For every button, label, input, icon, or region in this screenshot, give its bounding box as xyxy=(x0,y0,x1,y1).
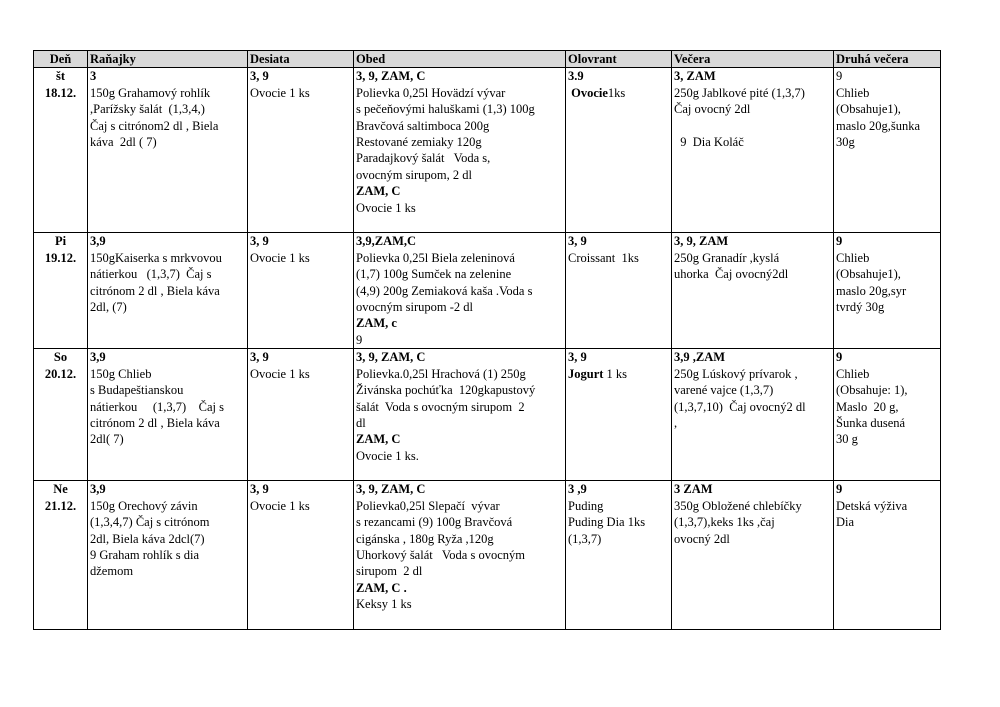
menu-line: 2dl( 7) xyxy=(90,432,124,447)
breakfast-cell xyxy=(88,481,248,630)
allergen-codes: 3, 9 xyxy=(250,482,269,497)
menu-line: ovocným sirupom, 2 dl xyxy=(356,167,472,182)
allergen-codes: 3, 9 xyxy=(250,69,269,84)
menu-line: dl xyxy=(356,416,366,431)
menu-line: Chlieb xyxy=(836,250,870,265)
header-dinner: Večera xyxy=(672,51,834,68)
menu-line: citrónom 2 dl , Biela káva xyxy=(90,283,220,298)
menu-line: (1,7) 100g Sumček na zelenine xyxy=(356,267,512,282)
menu-line: nátierkou (1,3,7) Čaj s xyxy=(90,399,225,414)
menu-line: džemom xyxy=(90,564,134,579)
allergen-codes: 3, 9, ZAM, C xyxy=(356,69,426,84)
allergen-codes: 3,9 xyxy=(90,350,106,365)
menu-line: 250g Granadír ,kyslá xyxy=(674,250,780,265)
menu-line: (Obsahuje1), xyxy=(836,267,901,282)
menu-line: Polievka.0,25l Hrachová (1) 250g xyxy=(356,366,526,381)
menu-line: Polievka0,25l Slepačí vývar xyxy=(356,498,500,513)
menu-line: káva 2dl ( 7) xyxy=(90,135,157,150)
menu-line: tvrdý 30g xyxy=(836,300,885,315)
menu-line: Maslo 20 g, xyxy=(836,399,899,414)
second-dinner-cell xyxy=(834,349,941,481)
snack-cell xyxy=(248,233,354,349)
menu-line: Živánska pochúťka 120gkapustový xyxy=(356,383,536,398)
menu-line: Chlieb xyxy=(836,85,870,100)
dinner-cell xyxy=(672,481,834,630)
menu-line: Ovocie 1 ks xyxy=(250,85,310,100)
header-day: Deň xyxy=(34,51,88,68)
menu-line: Restované zemiaky 120g xyxy=(356,135,482,150)
menu-line: 2dl, Biela káva 2dcl(7) xyxy=(90,531,205,546)
allergen-codes: 9 xyxy=(836,482,843,497)
menu-line: Čaj s citrónom2 dl , Biela xyxy=(90,118,219,133)
menu-line: 350g Obložené chlebíčky xyxy=(674,498,802,513)
header-second-dinner: Druhá večera xyxy=(834,51,941,68)
menu-line: nátierkou (1,3,7) Čaj s xyxy=(90,267,212,282)
menu-line: (1,3,7) xyxy=(568,531,602,546)
menu-line: Čaj ovocný 2dl xyxy=(674,102,751,117)
header-row xyxy=(34,51,941,68)
lunch-cell xyxy=(354,233,566,349)
dinner-cell xyxy=(672,233,834,349)
lunch-cell xyxy=(354,481,566,630)
menu-line: Detská výživa xyxy=(836,498,908,513)
menu-line: 30g xyxy=(836,135,855,150)
allergen-codes: 9 xyxy=(836,234,843,249)
day-cell xyxy=(34,68,88,233)
spacer xyxy=(674,118,831,134)
menu-item: Ovocie xyxy=(568,85,608,100)
allergen-codes: 9 xyxy=(836,69,843,84)
menu-line: Paradajkový šalát Voda s, xyxy=(356,151,491,166)
day-date: 18.12. xyxy=(44,85,77,100)
menu-line: (1,3,7,10) Čaj ovocný2 dl xyxy=(674,399,806,414)
menu-line: 9 Dia Koláč xyxy=(674,135,744,150)
allergen-codes: ZAM, C . xyxy=(356,580,407,595)
header-snack: Desiata xyxy=(248,51,354,68)
menu-line: ovocným sirupom -2 dl xyxy=(356,300,474,315)
allergen-codes: 3 ,9 xyxy=(568,482,587,497)
day-name: Ne xyxy=(53,482,68,497)
menu-line: sirupom 2 dl xyxy=(356,564,423,579)
menu-line: Polievka 0,25l Biela zeleninová xyxy=(356,250,515,265)
header-lunch: Obed xyxy=(354,51,566,68)
table-row xyxy=(34,68,941,233)
allergen-codes: 3,9 ,ZAM xyxy=(674,350,726,365)
menu-line: 9 xyxy=(356,332,363,347)
day-name: št xyxy=(55,69,66,84)
menu-line: 250g Lúskový prívarok , xyxy=(674,366,798,381)
allergen-codes: 3, ZAM xyxy=(674,69,716,84)
menu-line: citrónom 2 dl , Biela káva xyxy=(90,416,220,431)
menu-table xyxy=(33,50,941,630)
allergen-codes: 3,9 xyxy=(90,234,106,249)
snack-cell xyxy=(248,349,354,481)
menu-line: Puding xyxy=(568,498,604,513)
day-date: 19.12. xyxy=(44,250,77,265)
menu-qty: 1ks xyxy=(607,85,626,100)
menu-line: Dia xyxy=(836,515,855,530)
menu-line: Ovocie 1 ks xyxy=(250,366,310,381)
allergen-codes: 3, 9, ZAM, C xyxy=(356,482,426,497)
breakfast-cell xyxy=(88,233,248,349)
allergen-codes: 3, 9 xyxy=(568,350,587,365)
breakfast-cell xyxy=(88,349,248,481)
allergen-codes: ZAM, c xyxy=(356,316,397,331)
menu-line: Chlieb xyxy=(836,366,870,381)
menu-line: s rezancami (9) 100g Bravčová xyxy=(356,515,513,530)
allergen-codes: ZAM, C xyxy=(356,432,401,447)
header-olovrant: Olovrant xyxy=(566,51,672,68)
menu-line: Šunka dusená xyxy=(836,416,906,431)
menu-line: Ovocie 1 ks xyxy=(250,250,310,265)
olovrant-cell xyxy=(566,233,672,349)
menu-line: (Obsahuje1), xyxy=(836,102,901,117)
allergen-codes: 3,9,ZAM,C xyxy=(356,234,417,249)
table-row xyxy=(34,233,941,349)
header-breakfast: Raňajky xyxy=(88,51,248,68)
day-cell xyxy=(34,233,88,349)
allergen-codes: 3, 9 xyxy=(250,350,269,365)
menu-line: uhorka Čaj ovocný2dl xyxy=(674,267,789,282)
day-cell xyxy=(34,481,88,630)
menu-line: Ovocie 1 ks. xyxy=(356,448,419,463)
menu-line: Puding Dia 1ks xyxy=(568,515,646,530)
menu-line: 9 Graham rohlík s dia xyxy=(90,548,200,563)
allergen-codes: 9 xyxy=(836,350,843,365)
menu-line: 150g Orechový závin xyxy=(90,498,198,513)
menu-line: s Budapeštianskou xyxy=(90,383,184,398)
menu-line: ovocný 2dl xyxy=(674,531,730,546)
menu-line: Polievka 0,25l Hovädzí vývar xyxy=(356,85,506,100)
second-dinner-cell xyxy=(834,233,941,349)
allergen-codes: ZAM, C xyxy=(356,184,401,199)
menu-line: Keksy 1 ks xyxy=(356,597,412,612)
allergen-codes: 3, 9 xyxy=(568,234,587,249)
dinner-cell xyxy=(672,68,834,233)
day-name: Pi xyxy=(54,234,67,249)
menu-line: Ovocie 1 ks xyxy=(250,498,310,513)
table-row xyxy=(34,481,941,630)
menu-line: 150g Chlieb xyxy=(90,366,152,381)
menu-line: , xyxy=(674,416,678,431)
second-dinner-cell xyxy=(834,481,941,630)
menu-line: 150g Grahamový rohlík xyxy=(90,85,211,100)
second-dinner-cell xyxy=(834,68,941,233)
menu-line: 30 g xyxy=(836,432,858,447)
allergen-codes: 3,9 xyxy=(90,482,106,497)
menu-line: maslo 20g,šunka xyxy=(836,118,921,133)
breakfast-cell xyxy=(88,68,248,233)
dinner-cell xyxy=(672,349,834,481)
menu-qty: 1 ks xyxy=(603,366,628,381)
table-row xyxy=(34,349,941,481)
allergen-codes: 3, 9, ZAM xyxy=(674,234,729,249)
allergen-codes: 3.9 xyxy=(568,69,584,84)
allergen-codes: 3 xyxy=(90,69,97,84)
menu-line: (Obsahuje: 1), xyxy=(836,383,908,398)
menu-item: Jogurt xyxy=(568,366,604,381)
menu-line: Uhorkový šalát Voda s ovocným xyxy=(356,548,525,563)
menu-line: ,Parížsky šalát (1,3,4,) xyxy=(90,102,205,117)
olovrant-cell xyxy=(566,68,672,233)
lunch-cell xyxy=(354,68,566,233)
menu-line: (4,9) 200g Zemiaková kaša .Voda s xyxy=(356,283,533,298)
olovrant-cell xyxy=(566,349,672,481)
allergen-codes: 3, 9 xyxy=(250,234,269,249)
menu-line: 250g Jablkové pité (1,3,7) xyxy=(674,85,805,100)
day-date: 21.12. xyxy=(44,498,77,513)
snack-cell xyxy=(248,68,354,233)
menu-line: cigánska , 180g Ryža ,120g xyxy=(356,531,494,546)
menu-line: 150gKaiserka s mrkvovou xyxy=(90,250,222,265)
menu-line: s pečeňovými haluškami (1,3) 100g xyxy=(356,102,535,117)
allergen-codes: 3, 9, ZAM, C xyxy=(356,350,426,365)
menu-line: 2dl, (7) xyxy=(90,300,127,315)
allergen-codes: 3 ZAM xyxy=(674,482,713,497)
menu-line: varené vajce (1,3,7) xyxy=(674,383,774,398)
day-cell xyxy=(34,349,88,481)
menu-line: (1,3,4,7) Čaj s citrónom xyxy=(90,515,210,530)
snack-cell xyxy=(248,481,354,630)
menu-line: Croissant 1ks xyxy=(568,250,639,265)
menu-line: maslo 20g,syr xyxy=(836,283,907,298)
lunch-cell xyxy=(354,349,566,481)
menu-line: šalát Voda s ovocným sirupom 2 xyxy=(356,399,525,414)
menu-line: (1,3,7),keks 1ks ,čaj xyxy=(674,515,775,530)
menu-line: Ovocie 1 ks xyxy=(356,200,416,215)
day-name: So xyxy=(53,350,68,365)
day-date: 20.12. xyxy=(44,366,77,381)
menu-line: Bravčová saltimboca 200g xyxy=(356,118,490,133)
olovrant-cell xyxy=(566,481,672,630)
